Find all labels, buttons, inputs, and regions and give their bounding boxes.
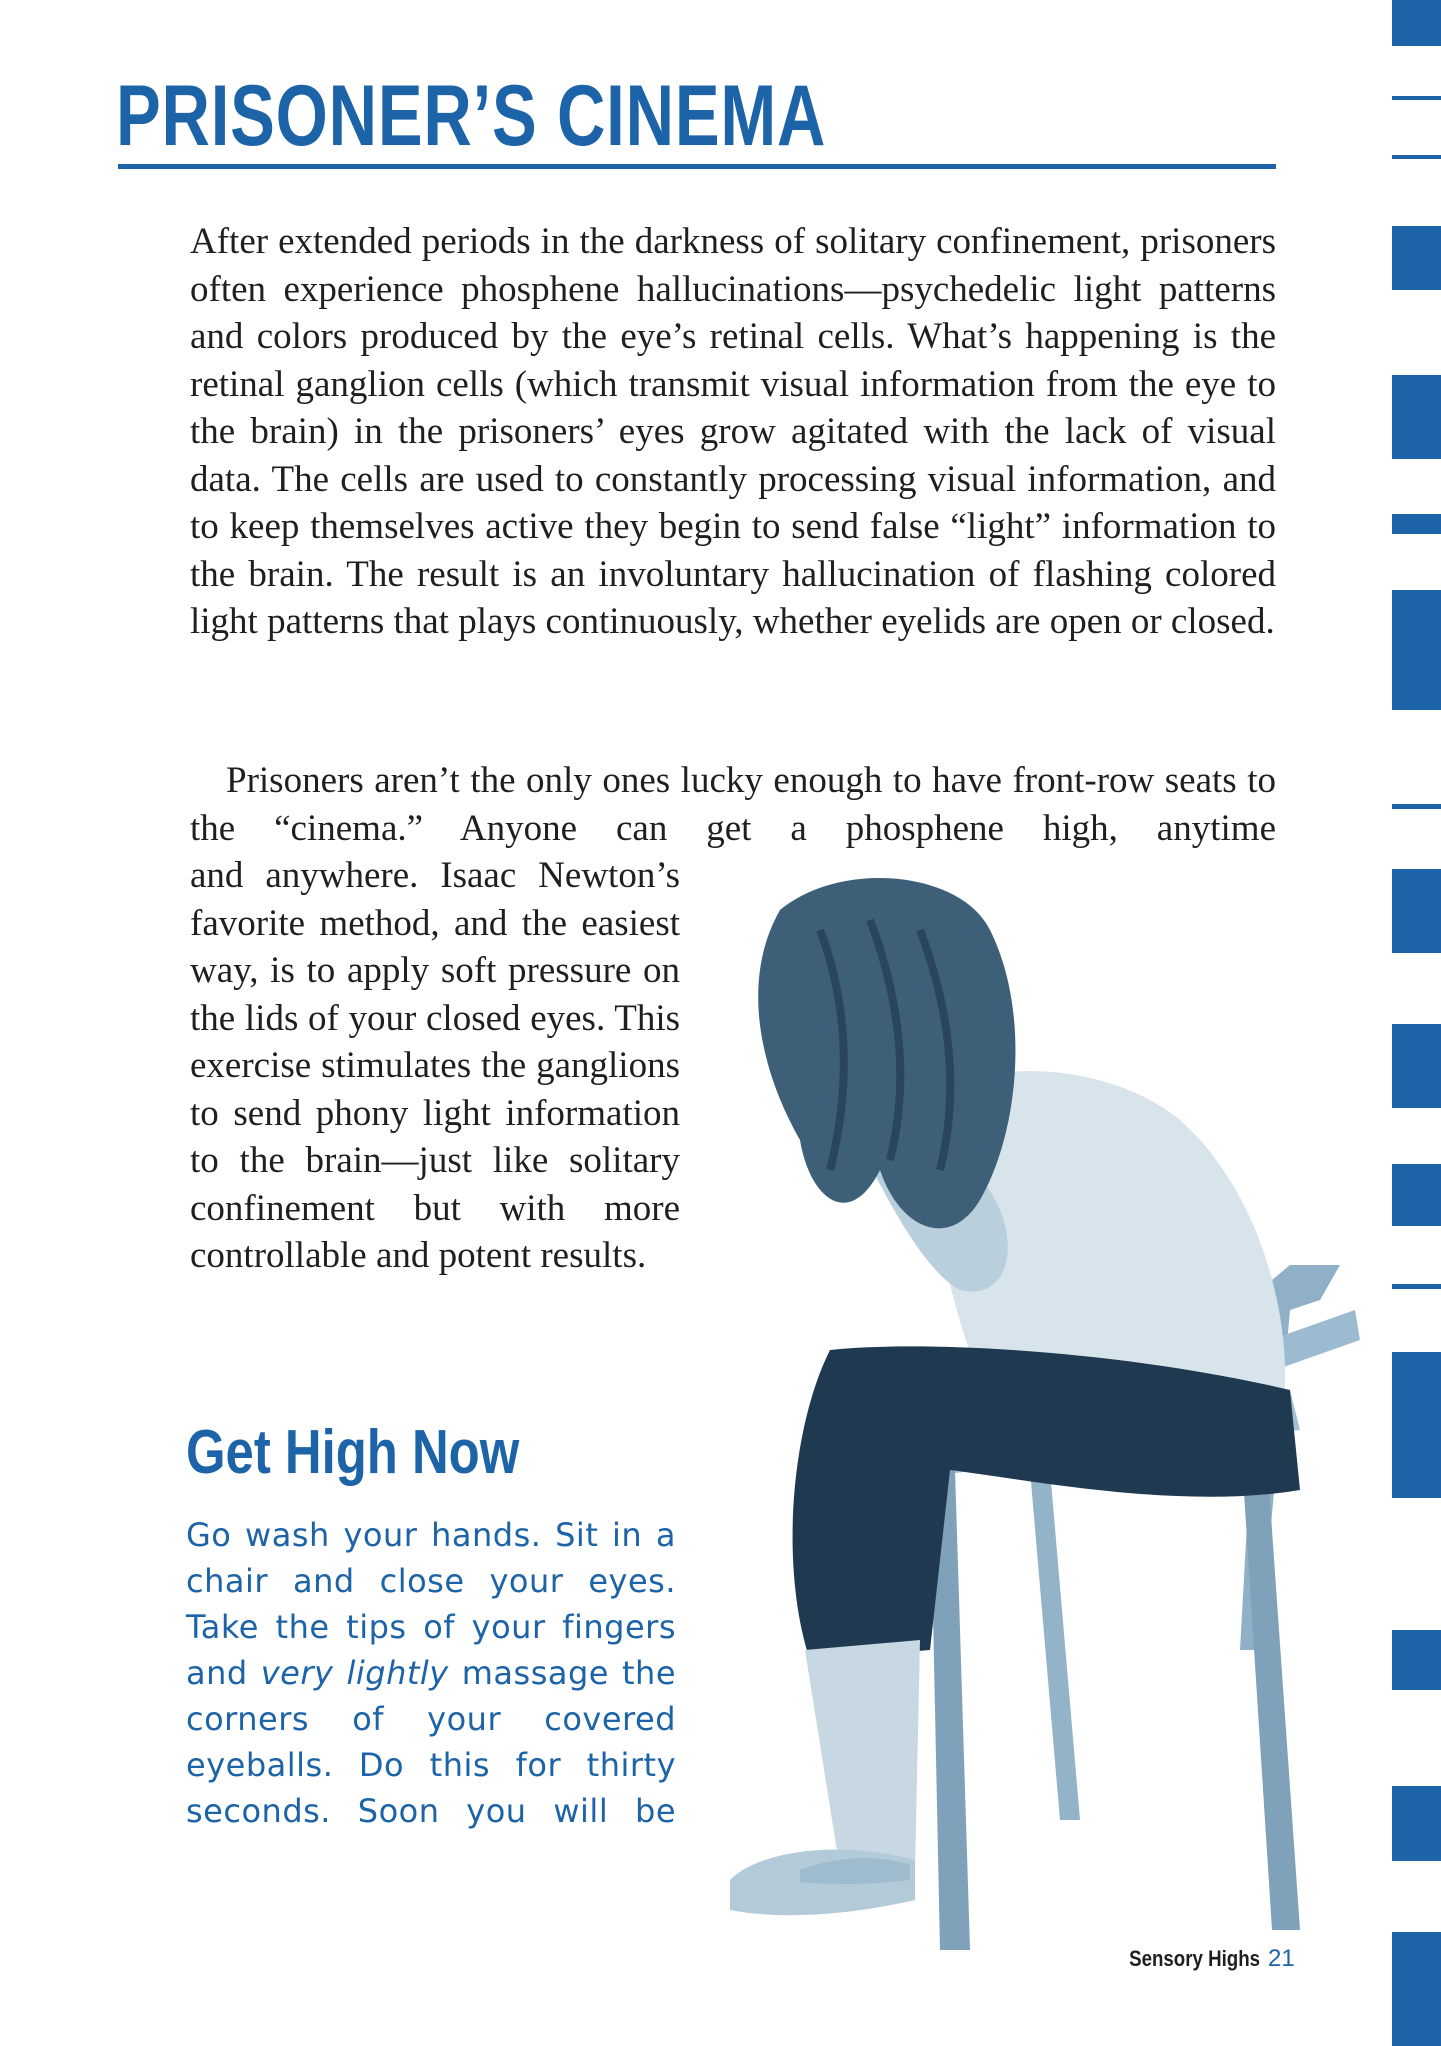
page-title: PRISONER’S CINEMA	[116, 68, 827, 164]
section-subheading: Get High Now	[186, 1418, 520, 1487]
edge-tab	[1392, 1164, 1441, 1226]
edge-tab	[1392, 375, 1441, 459]
edge-tab	[1392, 869, 1441, 953]
page-number: 21	[1268, 1945, 1295, 1972]
edge-tab	[1392, 1284, 1441, 1289]
edge-tab	[1392, 1932, 1441, 2046]
instructions-emphasis: very lightly	[260, 1654, 449, 1692]
edge-tab	[1392, 1630, 1441, 1690]
edge-tab	[1392, 226, 1441, 290]
seated-person-photo	[700, 870, 1360, 2000]
edge-tab	[1392, 1024, 1441, 1108]
title-underline	[118, 164, 1276, 169]
instructions-text	[186, 1512, 676, 1834]
edge-index-tabs	[1392, 0, 1441, 2046]
chair-leg-mid	[1030, 1470, 1080, 1820]
edge-tab	[1392, 514, 1441, 534]
hair	[758, 878, 1015, 1228]
edge-tab	[1392, 0, 1441, 46]
body-paragraph-1: After extended periods in the darkness of solitary confinement, prisoners often experience phosphene hallucinations—psychedelic light patterns and colors produced by the eye’s retinal cells. What’s happening is the retinal ganglion cells (which transmit visual information from the eye to the brain) in the prisoners’ eyes grow agitated with the lack of visual data. The cells are used to constantly processing visual information, and to keep themselves active they begin to send false “light” information to the brain. The result is an involuntary hallucination of flashing colored light patterns that plays continuously, whether eyelids are open or closed.	[190, 221, 1276, 642]
lower-leg	[805, 1640, 920, 1870]
edge-tab	[1392, 155, 1441, 159]
edge-tab	[1392, 1352, 1441, 1498]
page-footer	[1106, 1944, 1295, 1974]
footer-section-title: Sensory Highs	[1129, 1946, 1261, 1971]
edge-tab	[1392, 96, 1441, 100]
body-paragraph-3: and anywhere. Isaac Newton’s favorite method, and the easiest way, is to apply soft pressure on the lids of your closed eyes. This exercise stimulates the ganglions to send phony light information to the brain—just like solitary confinement but with more controllable and potent results.	[190, 855, 680, 1276]
edge-tab	[1392, 1786, 1441, 1861]
edge-tab	[1392, 804, 1441, 809]
edge-tab	[1392, 590, 1441, 710]
instructions-part-2: massage the corners of your covered eyeballs. Do this for thirty seconds. Soon you will be	[186, 1654, 677, 1830]
instructions-part-1: Go wash your hands. Sit in a chair and close your eyes. Take the tips of your fingers and	[186, 1516, 676, 1692]
body-paragraph-2: Prisoners aren’t the only ones lucky enough to have front-row seats to the “cinema.” Anyone can get a phosphene high, anytime	[190, 760, 1276, 849]
chair-leg-back	[1240, 1430, 1300, 1930]
